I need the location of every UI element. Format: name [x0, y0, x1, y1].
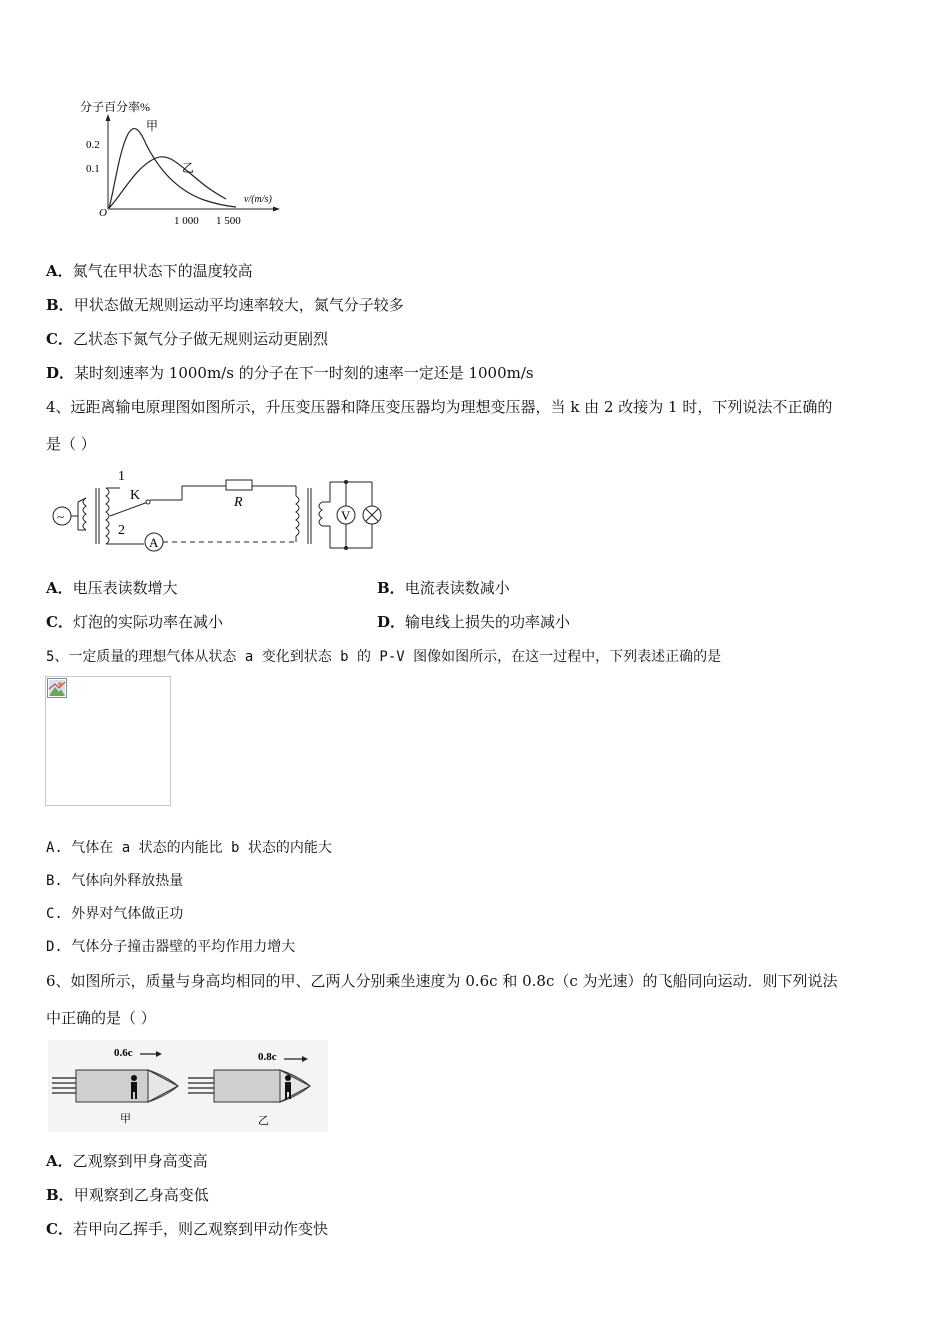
- option-c[interactable]: [46, 329, 328, 349]
- option-text: 气体分子撞击器壁的平均作用力增大: [71, 939, 296, 955]
- x-axis-title: v/(m/s): [244, 194, 272, 205]
- ammeter-label: A: [149, 535, 159, 550]
- power-transmission-circuit: [48, 466, 388, 556]
- question-4-stem: 4、远距离输电原理图如图所示，升压变压器和降压变压器均为理想变压器，当 k 由 2 改接为 1 时，下列说法不正确的: [46, 398, 833, 416]
- x-tick-label: 1 500: [216, 215, 241, 227]
- option-b[interactable]: [46, 295, 404, 315]
- y-tick-label: 0.1: [86, 163, 100, 175]
- option-text: 氮气在甲状态下的温度较高: [72, 262, 253, 280]
- option-letter: A．: [46, 1152, 73, 1170]
- option-a[interactable]: [46, 1151, 208, 1171]
- voltmeter-label: V: [341, 508, 351, 523]
- ship2-speed-label: 0.8c: [258, 1051, 277, 1063]
- option-letter: C.: [46, 906, 63, 922]
- option-text: 乙状态下氮气分子做无规则运动更剧烈: [72, 330, 328, 348]
- ac-symbol: ~: [57, 509, 65, 524]
- option-text: 输电线上损失的功率减小: [405, 613, 571, 631]
- tap-2-label: 2: [118, 523, 125, 538]
- speed-distribution-figure: [76, 96, 286, 232]
- option-b[interactable]: [377, 578, 510, 598]
- option-letter: B.: [46, 873, 63, 889]
- y-tick-label: 0.2: [86, 139, 100, 151]
- option-a[interactable]: [46, 838, 332, 858]
- resistor: [226, 480, 252, 490]
- question-4-stem-cont: 是（ ）: [46, 435, 96, 453]
- option-text: 气体在 a 状态的内能比 b 状态的内能大: [71, 840, 332, 856]
- resistor-label: R: [234, 495, 243, 510]
- option-c[interactable]: [46, 612, 223, 632]
- broken-image-icon: [47, 678, 67, 698]
- option-text: 某时刻速率为 1000m/s 的分子在下一时刻的速率一定还是 1000m/s: [74, 364, 534, 382]
- y-axis-title: 分子百分率%: [80, 100, 150, 114]
- spaceships-figure: [48, 1040, 328, 1132]
- switch-label: K: [130, 488, 141, 503]
- option-text: 电流表读数减小: [404, 579, 510, 597]
- option-text: 乙观察到甲身高变高: [72, 1152, 208, 1170]
- option-d[interactable]: [377, 612, 570, 632]
- option-letter: B．: [46, 296, 74, 314]
- question-6-stem: 6、如图所示，质量与身高均相同的甲、乙两人分别乘坐速度为 0.6c 和 0.8c（c 为光速）的飞船同向运动．则下列说法: [46, 972, 838, 990]
- x-tick-label: 1 000: [174, 215, 199, 227]
- option-letter: B．: [46, 1186, 74, 1204]
- ship1-name-label: 甲: [120, 1113, 131, 1125]
- option-a[interactable]: [46, 261, 253, 281]
- option-letter: C．: [46, 613, 73, 631]
- curve-label-yi: 乙: [182, 161, 195, 175]
- option-letter: D.: [46, 939, 63, 955]
- option-text: 甲状态做无规则运动平均速率较大，氮气分子较多: [73, 296, 404, 314]
- ship1-speed-label: 0.6c: [114, 1047, 133, 1059]
- curve-label-jia: 甲: [146, 119, 159, 133]
- option-text: 灯泡的实际功率在减小: [72, 613, 223, 631]
- option-letter: A.: [46, 840, 63, 856]
- curve-yi: [109, 157, 226, 208]
- option-letter: A．: [46, 579, 73, 597]
- option-text: 电压表读数增大: [72, 579, 178, 597]
- option-b[interactable]: [46, 1185, 209, 1205]
- origin-label: O: [99, 207, 107, 219]
- option-d[interactable]: [46, 937, 295, 957]
- question-6-stem-cont: 中正确的是（ ）: [46, 1009, 156, 1027]
- option-letter: D．: [46, 364, 75, 382]
- option-text: 外界对气体做正功: [71, 906, 184, 922]
- option-a[interactable]: [46, 578, 178, 598]
- option-c[interactable]: [46, 1219, 328, 1239]
- option-letter: B．: [377, 579, 405, 597]
- option-c[interactable]: [46, 904, 183, 924]
- ship2-name-label: 乙: [258, 1115, 269, 1127]
- question-5-stem: 5、一定质量的理想气体从状态 a 变化到状态 b 的 P-V 图像如图所示，在这一过程中，下列表述正确的是: [46, 649, 722, 665]
- option-text: 若甲向乙挥手，则乙观察到甲动作变快: [72, 1220, 328, 1238]
- option-text: 气体向外释放热量: [71, 873, 184, 889]
- option-letter: D．: [377, 613, 406, 631]
- option-d[interactable]: [46, 363, 534, 383]
- broken-image-placeholder: [45, 676, 171, 806]
- option-letter: A．: [46, 262, 73, 280]
- option-letter: C．: [46, 330, 73, 348]
- curve-jia: [109, 129, 236, 208]
- option-text: 甲观察到乙身高变低: [73, 1186, 209, 1204]
- option-letter: C．: [46, 1220, 73, 1238]
- tap-1-label: 1: [118, 469, 125, 484]
- option-b[interactable]: [46, 871, 183, 891]
